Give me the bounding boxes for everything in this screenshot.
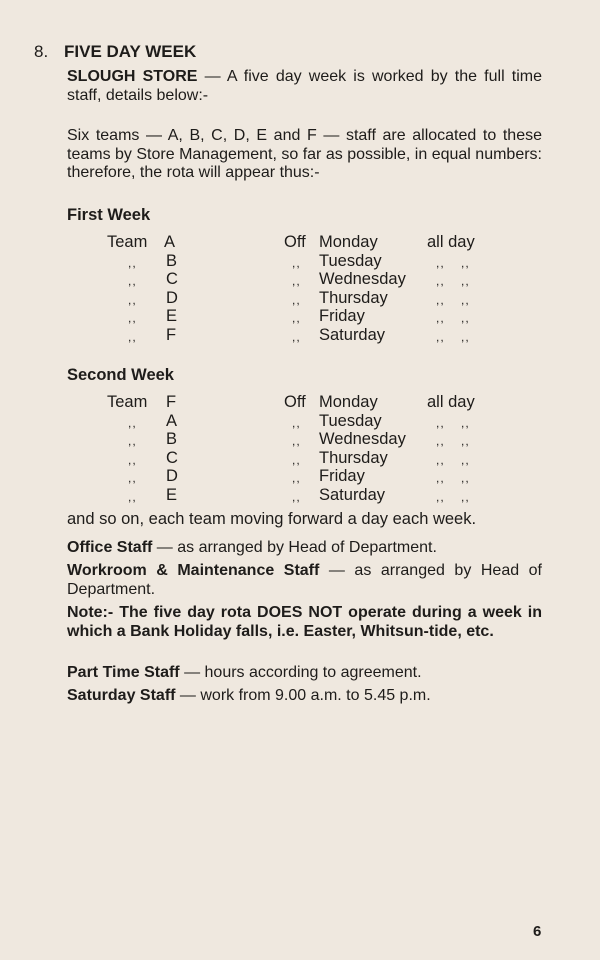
ditto-mark: ,,	[436, 329, 445, 344]
team-letter: D	[166, 467, 178, 485]
team-word: Team	[107, 393, 148, 411]
slough-store-text: — A five day week is worked by the full time staff, details below:-	[67, 68, 543, 104]
team-letter: C	[166, 448, 178, 467]
day-name: Thursday	[319, 288, 388, 307]
ditto-mark: ,,	[128, 415, 137, 430]
ditto-mark: ,,	[292, 452, 301, 467]
day-name: Tuesday	[319, 411, 382, 430]
team-letter: B	[166, 430, 178, 448]
ditto-mark: ,,	[461, 471, 470, 485]
ditto-mark: ,,	[128, 434, 137, 448]
ditto-mark: ,,	[436, 274, 445, 288]
first-week-title: First Week	[67, 206, 151, 224]
section-number: 8.	[34, 42, 49, 61]
page-number: 6	[533, 923, 542, 940]
part-time-staff-label: Part Time Staff	[67, 664, 180, 681]
ditto-mark: ,,	[461, 329, 470, 344]
ditto-mark: ,,	[128, 255, 137, 270]
second-week-title: Second Week	[67, 366, 174, 384]
ditto-mark: ,,	[292, 274, 301, 288]
day-name: Wednesday	[319, 270, 406, 288]
ditto-mark: ,,	[461, 274, 470, 288]
ditto-mark: ,,	[292, 311, 301, 325]
off-word: Off	[284, 393, 306, 411]
ditto-mark: ,,	[128, 329, 137, 344]
day-name: Monday	[319, 393, 378, 411]
team-word: Team	[107, 233, 148, 251]
day-name: Friday	[319, 307, 365, 325]
workroom-staff-label: Workroom & Maintenance Staff	[67, 562, 320, 579]
ditto-mark: ,,	[436, 452, 445, 467]
ditto-mark: ,,	[436, 415, 445, 430]
bank-holiday-note: Note:- The five day rota DOES NOT operate during a week in which a Bank Holiday falls, i.e. Easter, Whitsun-tide, etc.	[67, 604, 542, 640]
ditto-mark: ,,	[292, 434, 301, 448]
ditto-mark: ,,	[436, 489, 445, 504]
ditto-mark: ,,	[436, 434, 445, 448]
ditto-mark: ,,	[461, 292, 470, 307]
day-name: Saturday	[319, 325, 386, 344]
saturday-staff-paragraph	[67, 687, 542, 706]
team-letter: E	[166, 485, 178, 504]
team-letter: C	[166, 270, 178, 288]
team-letter: A	[166, 411, 178, 430]
and-so-on-text: and so on, each team moving forward a day each week.	[67, 510, 477, 528]
section-heading	[34, 42, 196, 62]
team-letter: F	[166, 325, 177, 344]
ditto-mark: ,,	[436, 471, 445, 485]
ditto-mark: ,,	[461, 415, 470, 430]
workroom-staff-text: — as arranged by Head of Department.	[67, 562, 542, 598]
all-day-text: all day	[427, 393, 475, 411]
off-word: Off	[284, 233, 306, 251]
team-letter: E	[166, 307, 178, 325]
ditto-mark: ,,	[436, 311, 445, 325]
office-staff-label: Office Staff	[67, 539, 153, 556]
team-letter: A	[164, 233, 176, 251]
office-staff-text: — as arranged by Head of Department.	[152, 539, 437, 556]
ditto-mark: ,,	[461, 489, 470, 504]
ditto-mark: ,,	[461, 255, 470, 270]
day-name: Tuesday	[319, 251, 382, 270]
saturday-staff-text: — work from 9.00 a.m. to 5.45 p.m.	[175, 687, 431, 704]
all-day-text: all day	[427, 233, 475, 251]
workroom-staff-paragraph	[67, 562, 542, 599]
ditto-mark: ,,	[292, 471, 301, 485]
part-time-staff-text: — hours according to agreement.	[179, 664, 422, 681]
day-name: Saturday	[319, 485, 386, 504]
slough-store-paragraph	[67, 68, 542, 105]
section-title: FIVE DAY WEEK	[64, 42, 197, 61]
ditto-mark: ,,	[292, 489, 301, 504]
day-name: Monday	[319, 233, 378, 251]
slough-store-label: SLOUGH STORE	[67, 68, 198, 85]
day-name: Thursday	[319, 448, 388, 467]
day-name: Friday	[319, 467, 365, 485]
team-letter: D	[166, 288, 178, 307]
team-letter: B	[166, 251, 178, 270]
ditto-mark: ,,	[128, 471, 137, 485]
ditto-mark: ,,	[128, 311, 137, 325]
day-name: Wednesday	[319, 430, 406, 448]
second-week-rota	[0, 393, 600, 513]
ditto-mark: ,,	[128, 489, 137, 504]
ditto-mark: ,,	[128, 292, 137, 307]
office-staff-paragraph	[67, 539, 542, 558]
ditto-mark: ,,	[292, 415, 301, 430]
ditto-mark: ,,	[292, 329, 301, 344]
team-letter: F	[166, 393, 177, 411]
ditto-mark: ,,	[461, 311, 470, 325]
part-time-staff-paragraph	[67, 664, 542, 683]
ditto-mark: ,,	[128, 452, 137, 467]
ditto-mark: ,,	[436, 255, 445, 270]
ditto-mark: ,,	[461, 434, 470, 448]
ditto-mark: ,,	[436, 292, 445, 307]
ditto-mark: ,,	[292, 255, 301, 270]
first-week-rota	[0, 233, 600, 353]
ditto-mark: ,,	[461, 452, 470, 467]
teams-intro-paragraph: Six teams — A, B, C, D, E and F — staff are allocated to these teams by Store Management, so far as possible, in equal numbers: therefore, the rota will appear thus:-	[67, 127, 542, 181]
ditto-mark: ,,	[128, 274, 137, 288]
saturday-staff-label: Saturday Staff	[67, 687, 176, 704]
ditto-mark: ,,	[292, 292, 301, 307]
